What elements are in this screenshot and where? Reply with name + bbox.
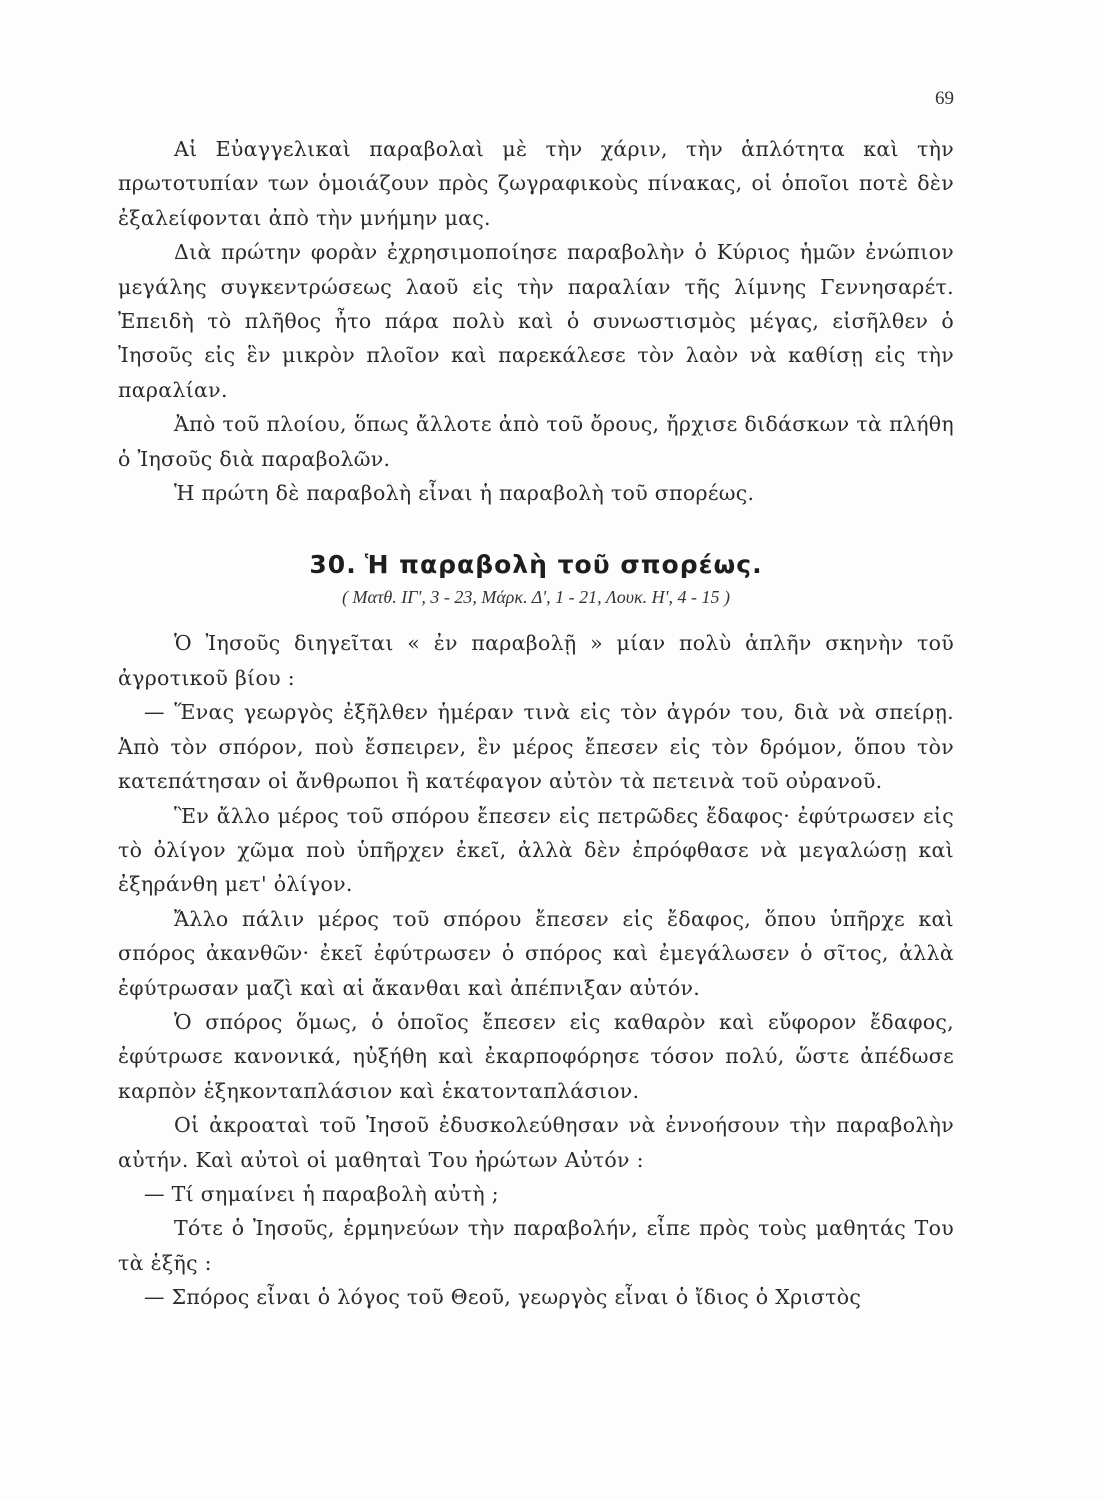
body-paragraph: — Τί σημαίνει ἡ παραβολὴ αὐτὴ ; (144, 1181, 500, 1206)
body-paragraph: Ὁ σπόρος ὅμως, ὁ ὁποῖος ἔπεσεν εἰς καθαρὸν καὶ εὔφορον ἔδαφος, ἐφύτρωσε κανονικά, ηὐξήθη καὶ ἐκαρποφόρησε τόσον πολύ, ὥστε ἀπέδωσε καρπὸν ἑξηκονταπλάσιον καὶ ἑκατονταπλάσιον. (118, 1009, 954, 1103)
body-paragraph: Ἓν ἄλλο μέρος τοῦ σπόρου ἔπεσεν εἰς πετρῶδες ἔδαφος· ἐφύτρωσεν εἰς τὸ ὀλίγον χῶμα ποὺ ὑπῆρχεν ἐκεῖ, ἀλλὰ δὲν ἐπρόφθασε νὰ μεγαλώσῃ καὶ ἐξηράνθη μετ' ὀλίγον. (118, 803, 954, 897)
intro-paragraph: Διὰ πρώτην φορὰν ἐχρησιμοποίησε παραβολὴν ὁ Κύριος ἡμῶν ἐνώπιον μεγάλης συγκεντρώσεως λαοῦ εἰς τὴν παραλίαν τῆς λίμνης Γεννησαρέτ. Ἐπειδὴ τὸ πλῆθος ἦτο πάρα πολὺ καὶ ὁ συνωστισμὸς μέγας, εἰσῆλθεν ὁ Ἰησοῦς εἰς ἓν μικρὸν πλοῖον καὶ παρεκάλεσε τὸν λαὸν νὰ καθίσῃ εἰς τὴν παραλίαν. (118, 240, 954, 402)
body-paragraph: Ὁ Ἰησοῦς διηγεῖται « ἐν παραβολῇ » μίαν πολὺ ἁπλῆν σκηνὴν τοῦ ἀγροτικοῦ βίου : (118, 631, 954, 690)
body-paragraph: Ἄλλο πάλιν μέρος τοῦ σπόρου ἔπεσεν εἰς ἔδαφος, ὅπου ὑπῆρχε καὶ σπόρος ἀκανθῶν· ἐκεῖ ἐφύτρωσεν ὁ σπόρος καὶ ἐμεγάλωσεν ὁ σῖτος, ἀλλὰ ἐφύτρωσαν μαζὶ καὶ αἱ ἄκανθαι καὶ ἀπέπνιξαν αὐτόν. (118, 906, 954, 1000)
section-number: 30. (309, 550, 357, 580)
page-number: 69 (935, 88, 954, 109)
section-title-line (118, 550, 954, 579)
body-paragraph: Οἱ ἀκροαταὶ τοῦ Ἰησοῦ ἐδυσκολεύθησαν νὰ ἐννοήσουν τὴν παραβολὴν αὐτήν. Καὶ αὐτοὶ οἱ μαθηταὶ Του ἠρώτων Αὐτόν : (118, 1113, 954, 1172)
section-title: Ἡ παραβολὴ τοῦ σπορέως. (364, 550, 763, 580)
section-heading (118, 550, 954, 608)
body-paragraph: — Σπόρος εἶναι ὁ λόγος τοῦ Θεοῦ, γεωργὸς εἶναι ὁ ἴδιος ὁ Χριστὸς (144, 1285, 862, 1310)
intro-paragraph: Ἀπὸ τοῦ πλοίου, ὅπως ἄλλοτε ἀπὸ τοῦ ὄρους, ἤρχισε διδάσκων τὰ πλήθη ὁ Ἰησοῦς διὰ παραβολῶν. (118, 412, 954, 471)
intro-paragraph: Ἡ πρώτη δὲ παραβολὴ εἶναι ἡ παραβολὴ τοῦ σπορέως. (174, 481, 755, 506)
scripture-reference: ( Ματθ. ΙΓ', 3 - 23, Μάρκ. Δ', 1 - 21, Λουκ. Η', 4 - 15 ) (342, 587, 730, 608)
page-text (118, 132, 954, 1315)
body-paragraph: — Ἕνας γεωργὸς ἐξῆλθεν ἡμέραν τινὰ εἰς τὸν ἀγρόν του, διὰ νὰ σπείρῃ. Ἀπὸ τὸν σπόρον, ποὺ ἔσπειρεν, ἓν μέρος ἔπεσεν εἰς τὸν δρόμον, ὅπου τὸν κατεπάτησαν οἱ ἄνθρωποι ἢ κατέφαγον αὐτὸν τὰ πετεινὰ τοῦ οὐρανοῦ. (118, 700, 954, 794)
body-paragraph: Τότε ὁ Ἰησοῦς, ἑρμηνεύων τὴν παραβολήν, εἶπε πρὸς τοὺς μαθητάς Του τὰ ἑξῆς : (118, 1216, 954, 1275)
intro-paragraph: Αἱ Εὐαγγελικαὶ παραβολαὶ μὲ τὴν χάριν, τὴν ἁπλότητα καὶ τὴν πρωτοτυπίαν των ὁμοιάζουν πρὸς ζωγραφικοὺς πίνακας, οἱ ὁποῖοι ποτὲ δὲν ἐξαλείφονται ἀπὸ τὴν μνήμην μας. (118, 137, 954, 230)
